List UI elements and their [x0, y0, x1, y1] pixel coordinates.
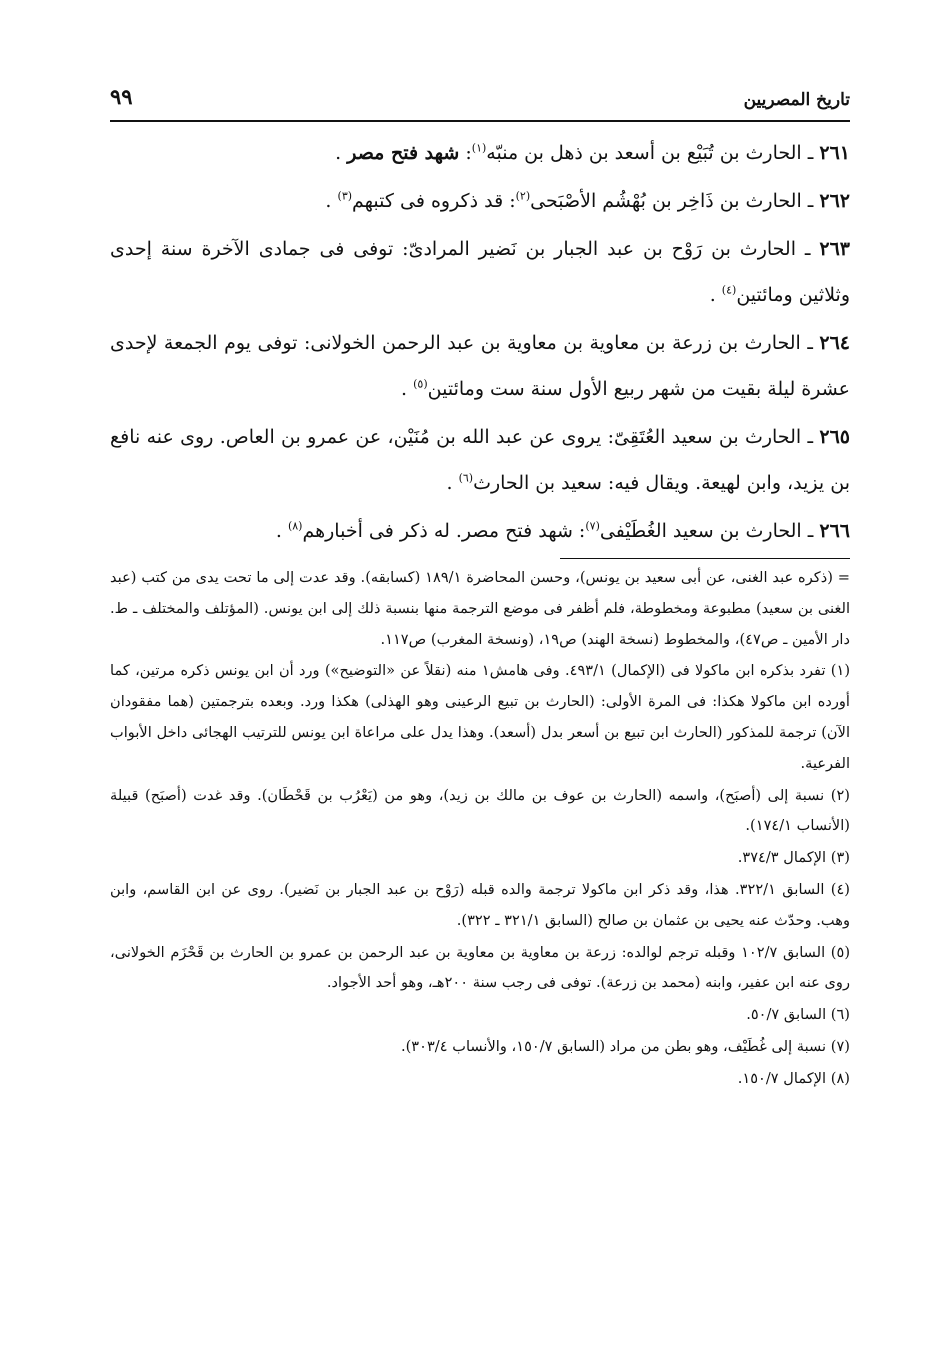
entry-end: .	[325, 190, 338, 212]
entry-text: توفى فى جمادى الآخرة سنة إحدى وثلاثين ومائتين	[110, 238, 850, 306]
footnote: = (ذكره عبد الغنى، عن أبى سعيد بن يونس)، وحسن المحاضرة ١٨٩/١ (كسابقه). وقد عدت إلى ما تحت يدى من كتب (عبد الغنى بن سعيد) مطبوعة ومخطوطة، فلم أظفر فى موضع الترجمة منها بنسبة ذلك إلى ابن يونس. (المؤتلف والمختلف ـ ط. دار الأمين ـ ص٤٧)، والمخطوط (نسخة الهند) ص١٩، (ونسخة المغرب) ص١١٧.	[110, 569, 850, 648]
entry-number: ٢٦٥	[819, 426, 850, 448]
footnote: (٨) الإكمال ١٥٠/٧.	[737, 1069, 850, 1087]
footnote-ref: (٤)	[721, 283, 737, 297]
footnote-ref: (٨)	[287, 519, 303, 533]
footnote: (٢) نسبة إلى (أصبَح)، واسمه (الحارث بن عوف بن مالك بن زيد)، وهو من (يَعْرُب بن قَحْطَان). وقد غدت (أصبَح) قبيلة (الأنساب ١٧٤/١).	[110, 786, 850, 835]
footnote-ref: (٣)	[337, 189, 353, 203]
entry-end: .	[401, 378, 414, 400]
entry-number: ٢٦١	[819, 142, 850, 164]
biography-entry: ٢٦٢ ـ الحارث بن ذَاخِر بن بُهْشُم الأصْبَحى$^{(٢)}$: قد ذكروه فى كتبهم$^{(٣)}$ .	[325, 189, 850, 212]
footnote-ref: (٥)	[413, 377, 428, 391]
entry-name: الحارث بن رَوْح بن عبد الجبار بن نَضير المرادىّ	[408, 238, 796, 260]
biography-entry: ٢٦٤ ـ الحارث بن زرعة بن معاوية بن معاوية بن عبد الرحمن الخولانى: توفى يوم الجمعة لإحدى عشرة ليلة بقيت من شهر ربيع الأول سنة ست ومائتين$^{(٥)}$ .	[110, 332, 851, 400]
entry-name: الحارث بن تُبَيْع بن أسعد بن ذهل بن منبّه	[486, 142, 802, 164]
footnotes	[110, 563, 850, 1095]
entry-number: ٢٦٤	[819, 332, 851, 354]
footnote-ref: (١)	[471, 141, 487, 155]
running-title: تاريخ المصريين	[743, 90, 850, 110]
footnote: (٣) الإكمال ٣٧٤/٣.	[737, 849, 850, 867]
entry-name: الحارث بن زرعة بن معاوية بن معاوية بن عبد الرحمن الخولانى	[310, 332, 801, 354]
entries-list	[110, 130, 850, 554]
biography-entry: ٢٦٦ ـ الحارث بن سعيد الغُطَيْفى$^{(٧)}$: شهد فتح مصر. له ذكر فى أخبارهم$^{(٨)}$ .	[275, 519, 850, 542]
entry-text: قد ذكروه فى كتبهم	[352, 190, 504, 212]
page-number: ٩٩	[110, 84, 133, 109]
footnote: (١) تفرد بذكره ابن ماكولا فى (الإكمال) ٤٩٣/١. وفى هامش١ منه (نقلاً عن «التوضيح») ورد أن ابن يونس ذكره مرتين، كما أورده ابن ماكولا هكذا: فى المرة الأولى: (الحارث بن تبيع الرعينى وهو الهذلى) هكذا ورد. وبعده بترجمتين (هما مفقودان الآن) ترجمة للمذكور (الحارث ابن تبيع بن أسعر بدل (أسعد). وهذا يدل على مراعاة ابن يونس للترتيب الهجائى داخل الأبواب الفرعية.	[110, 662, 851, 772]
biography-entry: ٢٦٥ ـ الحارث بن سعيد العُتَقِىّ: يروى عن عبد الله بن مُنَيْن، عن عمرو بن العاص. روى عنه نافع بن يزيد، وابن لهيعة. ويقال فيه: سعيد بن الحارث$^{(٦)}$ .	[110, 426, 850, 494]
footnote: (٦) السابق ٥٠/٧.	[746, 1006, 850, 1024]
footnote-ref: (٧)	[585, 519, 600, 533]
entry-number: ٢٦٦	[819, 520, 850, 542]
entry-number: ٢٦٢	[819, 190, 850, 212]
entry-end: .	[275, 520, 288, 542]
entry-name: الحارث بن ذَاخِر بن بُهْشُم الأصْبَحى	[530, 190, 802, 212]
footnote: (٧) نسبة إلى غُطَيْف، وهو بطن من مراد (السابق ١٥٠/٧، والأنساب ٣٠٣/٤).	[400, 1037, 850, 1055]
entry-text: توفى يوم الجمعة لإحدى عشرة ليلة بقيت من شهر ربيع الأول سنة ست ومائتين	[110, 332, 850, 400]
entry-name: الحارث بن سعيد الغُطَيْفى	[599, 520, 802, 542]
entry-name: الحارث بن سعيد العُتَقِىّ	[614, 426, 802, 448]
footnote-ref: (٦)	[458, 471, 474, 485]
footnote: (٤) السابق ٣٢٢/١. هذا، وقد ذكر ابن ماكولا ترجمة والده قبله (رَوْح بن عبد الجبار بن نَضير). روى عن ابن القاسم، وابن وهب. وحدّث عنه يحيى بن عثمان بن صالح (السابق ٣٢١/١ ـ ٣٢٢).	[110, 880, 850, 929]
footnote-ref: (٢)	[515, 189, 531, 203]
entry-end: .	[335, 142, 348, 164]
footnote: (٥) السابق ١٠٢/٧ وقبله ترجم لوالده: زرعة بن معاوية بن معاوية بن عبد الرحمن بن عمرو بن الحارث بن قَحْزَم الخولانى، روى عنه ابن عفير، وابنه (محمد بن زرعة). توفى فى رجب سنة ٢٠٠هـ، وهو أحد الأجواد.	[110, 943, 851, 992]
entry-end: .	[446, 472, 459, 494]
biography-entry: ٢٦٣ ـ الحارث بن رَوْح بن عبد الجبار بن نَضير المرادىّ: توفى فى جمادى الآخرة سنة إحدى وثلاثين ومائتين$^{(٤)}$ .	[110, 238, 850, 306]
entry-text: يروى عن عبد الله بن مُنَيْن، عن عمرو بن العاص. روى عنه نافع بن يزيد، وابن لهيعة. ويقال فيه: سعيد بن الحارث	[110, 426, 850, 494]
entry-label: شهد فتح مصر	[347, 142, 460, 164]
page-header	[110, 84, 850, 122]
book-page	[110, 84, 850, 1096]
footnote-separator	[560, 558, 850, 559]
entry-number: ٢٦٣	[819, 238, 850, 260]
biography-entry: ٢٦١ ـ الحارث بن تُبَيْع بن أسعد بن ذهل بن منبّه$^{(١)}$: شهد فتح مصر .	[335, 141, 850, 164]
entry-end: .	[709, 284, 722, 306]
entry-text: شهد فتح مصر. له ذكر فى أخبارهم	[302, 520, 573, 542]
